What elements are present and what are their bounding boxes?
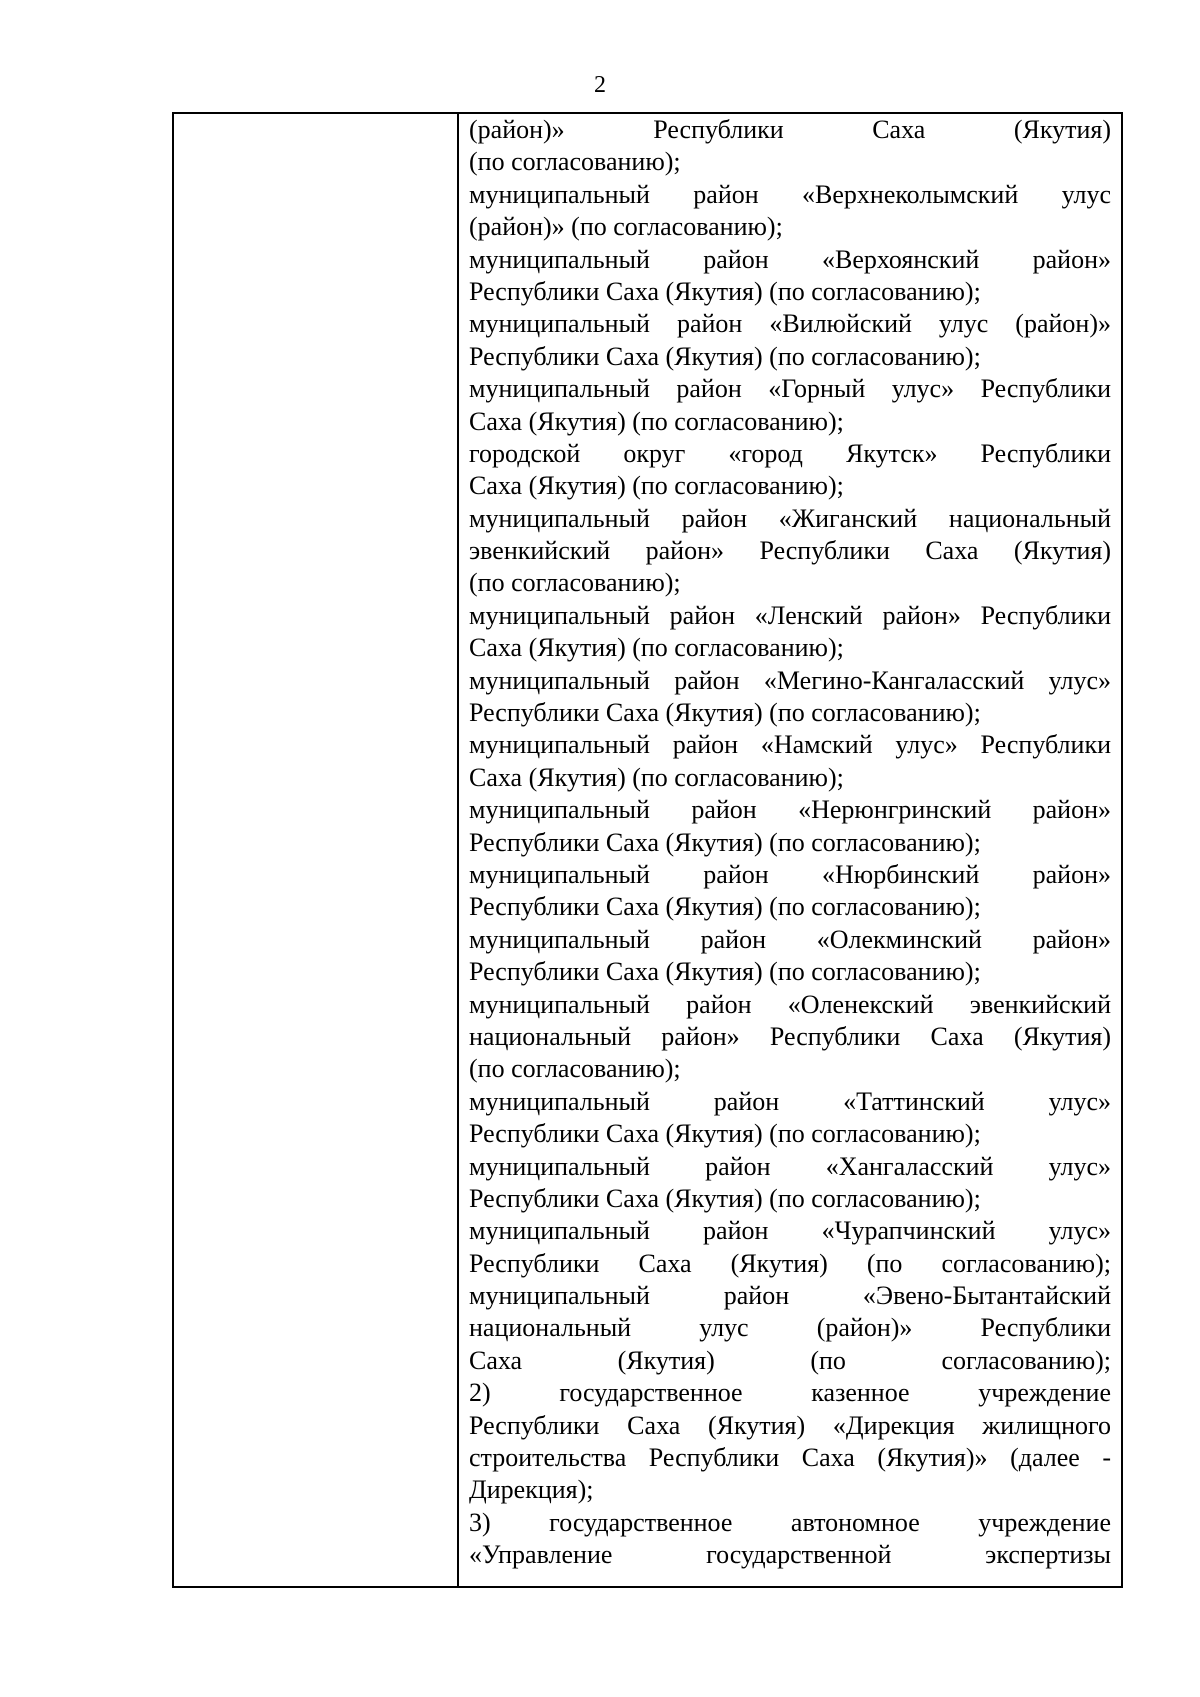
document-table <box>172 112 1123 1588</box>
text-line: муниципальный район «Ленский район» Республики <box>469 600 1111 630</box>
text-line: Республики Саха (Якутия) (по согласованию); <box>469 1183 981 1213</box>
text-line: Республики Саха (Якутия) (по согласованию); <box>469 957 981 987</box>
text-line: муниципальный район «Намский улус» Республики <box>469 730 1111 760</box>
text-line: Дирекция); <box>469 1475 594 1505</box>
text-line: Республики Саха (Якутия) (по согласованию); <box>469 892 981 922</box>
text-line: Республики Саха (Якутия) (по согласованию); <box>469 698 981 728</box>
text-line: (район)» (по согласованию); <box>469 212 783 242</box>
text-line: (по согласованию); <box>469 147 681 177</box>
text-line: строительства Республики Саха (Якутия)» (далее - <box>469 1443 1111 1473</box>
text-line: эвенкийский район» Республики Саха (Якутия) <box>469 536 1111 566</box>
text-line: 3) государственное автономное учреждение <box>469 1507 1111 1537</box>
text-line: Республики Саха (Якутия) (по согласованию); <box>469 276 981 306</box>
text-line: муниципальный район «Оленекский эвенкийский <box>469 989 1111 1019</box>
text-line: Саха (Якутия) (по согласованию); <box>469 471 844 501</box>
text-line: муниципальный район «Чурапчинский улус» <box>469 1216 1111 1246</box>
text-line: Саха (Якутия) (по согласованию); <box>469 633 844 663</box>
text-line: национальный район» Республики Саха (Якутия) <box>469 1021 1111 1051</box>
text-line: муниципальный район «Олекминский район» <box>469 924 1111 954</box>
text-line: городской округ «город Якутск» Республики <box>469 438 1111 468</box>
text-line: Республики Саха (Якутия) (по согласованию); <box>469 341 981 371</box>
text-line: Республики Саха (Якутия) (по согласованию); <box>469 1248 1111 1278</box>
text-line: муниципальный район «Нюрбинский район» <box>469 859 1111 889</box>
text-line: Саха (Якутия) (по согласованию); <box>469 762 844 792</box>
text-line: национальный улус (район)» Республики <box>469 1313 1111 1343</box>
text-line: Саха (Якутия) (по согласованию); <box>469 406 844 436</box>
text-line: Республики Саха (Якутия) (по согласованию); <box>469 1119 981 1149</box>
text-line: Республики Саха (Якутия) «Дирекция жилищного <box>469 1410 1111 1440</box>
text-line: Республики Саха (Якутия) (по согласованию); <box>469 827 981 857</box>
text-line: муниципальный район «Нерюнгринский район» <box>469 795 1111 825</box>
text-line: муниципальный район «Эвено-Бытантайский <box>469 1281 1111 1311</box>
text-line: муниципальный район «Жиганский национальный <box>469 503 1111 533</box>
text-line: муниципальный район «Горный улус» Республики <box>469 374 1111 404</box>
text-line: 2) государственное казенное учреждение <box>469 1378 1111 1408</box>
text-line: муниципальный район «Хангаласский улус» <box>469 1151 1111 1181</box>
text-line: муниципальный район «Таттинский улус» <box>469 1086 1111 1116</box>
table-right-cell <box>459 114 1121 1586</box>
text-line: «Управление государственной экспертизы <box>469 1540 1111 1570</box>
text-line: муниципальный район «Верхоянский район» <box>469 244 1111 274</box>
text-line: Саха (Якутия) (по согласованию); <box>469 1345 1111 1375</box>
text-line: муниципальный район «Верхнеколымский улус <box>469 179 1111 209</box>
text-line: муниципальный район «Мегино-Кангаласский улус» <box>469 665 1111 695</box>
text-line: (по согласованию); <box>469 568 681 598</box>
table-left-cell <box>174 114 459 1586</box>
text-line: (по согласованию); <box>469 1054 681 1084</box>
page-number: 2 <box>594 72 606 98</box>
text-line: (район)» Республики Саха (Якутия) <box>469 115 1111 144</box>
text-line: муниципальный район «Вилюйский улус (район)» <box>469 309 1111 339</box>
